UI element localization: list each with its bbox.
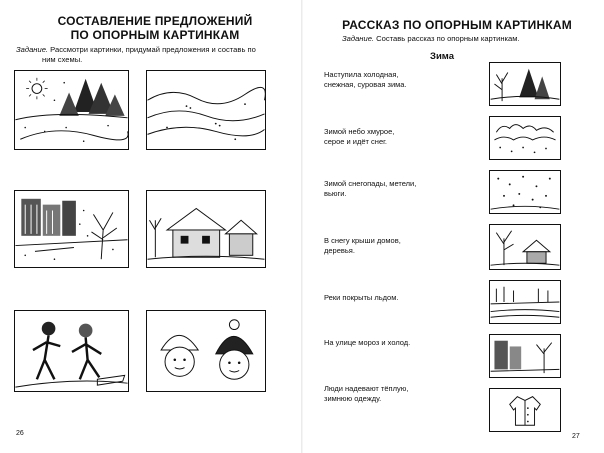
sentence-7-line-2: зимнюю одежду. [324, 394, 382, 403]
sentence-6-line-1: На улице мороз и холод. [324, 338, 411, 347]
sentence-4-line-1: В снегу крыши домов, [324, 236, 401, 245]
right-page-title: РАССКАЗ ПО ОПОРНЫМ КАРТИНКАМ [342, 18, 572, 32]
left-task [16, 45, 296, 65]
children-sledding-icon [15, 311, 128, 391]
snowy-hills-icon [147, 71, 265, 149]
row-picture-frosty-street [489, 334, 561, 378]
picture-children-sledding [14, 310, 129, 392]
sentence-3-line-2: вьюги. [324, 189, 347, 198]
right-page [302, 0, 604, 453]
city-snowfall-icon [15, 191, 128, 267]
snowy-house-icon [147, 191, 265, 267]
page-number-right: 27 [572, 433, 580, 440]
title-line-1: СОСТАВЛЕНИЕ ПРЕДЛОЖЕНИЙ [57, 14, 253, 28]
row-picture-winter-coat [489, 388, 561, 432]
task-text: Составь рассказ по опорным картинкам. [374, 34, 520, 43]
sentence-2-line-2: серое и идёт снег. [324, 137, 388, 146]
page-number-left: 26 [16, 430, 24, 437]
row-picture-winter-forest [489, 62, 561, 106]
story-subtitle: Зима [430, 51, 454, 62]
picture-snowy-house [146, 190, 266, 268]
winter-coat-icon [490, 389, 560, 431]
sentence-5 [324, 293, 398, 303]
sentence-4 [324, 236, 401, 256]
sentence-1-line-1: Наступила холодная, [324, 70, 399, 79]
sentence-3 [324, 179, 416, 199]
right-task [342, 34, 592, 44]
sentence-4-line-2: деревья. [324, 246, 355, 255]
sentence-7-line-1: Люди надевают тёплую, [324, 384, 409, 393]
row-picture-snowy-roof [489, 224, 561, 270]
winter-forest-icon [490, 63, 560, 105]
task-label: Задание. [342, 34, 375, 43]
picture-children-winter-hats [146, 310, 266, 392]
row-picture-cloudy-sky [489, 116, 561, 160]
sentence-6 [324, 338, 410, 348]
snowy-roof-icon [490, 225, 560, 269]
task-text: Рассмотри картинки, придумай предложения и составь по [48, 45, 256, 54]
left-page-title [30, 14, 280, 42]
sentence-7 [324, 384, 408, 404]
children-winter-hats-icon [147, 311, 265, 391]
cloudy-sky-icon [490, 117, 560, 159]
frozen-river-icon [490, 281, 560, 323]
sentence-1-line-2: снежная, суровая зима. [324, 80, 407, 89]
title-line-2: ПО ОПОРНЫМ КАРТИНКАМ [70, 28, 240, 42]
row-picture-snowstorm [489, 170, 561, 214]
sentence-3-line-1: Зимой снегопады, метели, [324, 179, 417, 188]
sentence-2-line-1: Зимой небо хмурое, [324, 127, 395, 136]
sentence-5-line-1: Реки покрыты льдом. [324, 293, 399, 302]
task-label: Задание. [16, 45, 49, 54]
task-text-2: ним схемы. [42, 55, 83, 64]
sentence-1 [324, 70, 407, 90]
snowstorm-icon [490, 171, 560, 213]
row-picture-frozen-river [489, 280, 561, 324]
frosty-street-icon [490, 335, 560, 377]
sentence-2 [324, 127, 394, 147]
picture-city-snowfall [14, 190, 129, 268]
picture-winter-forest-sun [14, 70, 129, 150]
winter-forest-sun-icon [15, 71, 128, 149]
picture-snowy-hills [146, 70, 266, 150]
